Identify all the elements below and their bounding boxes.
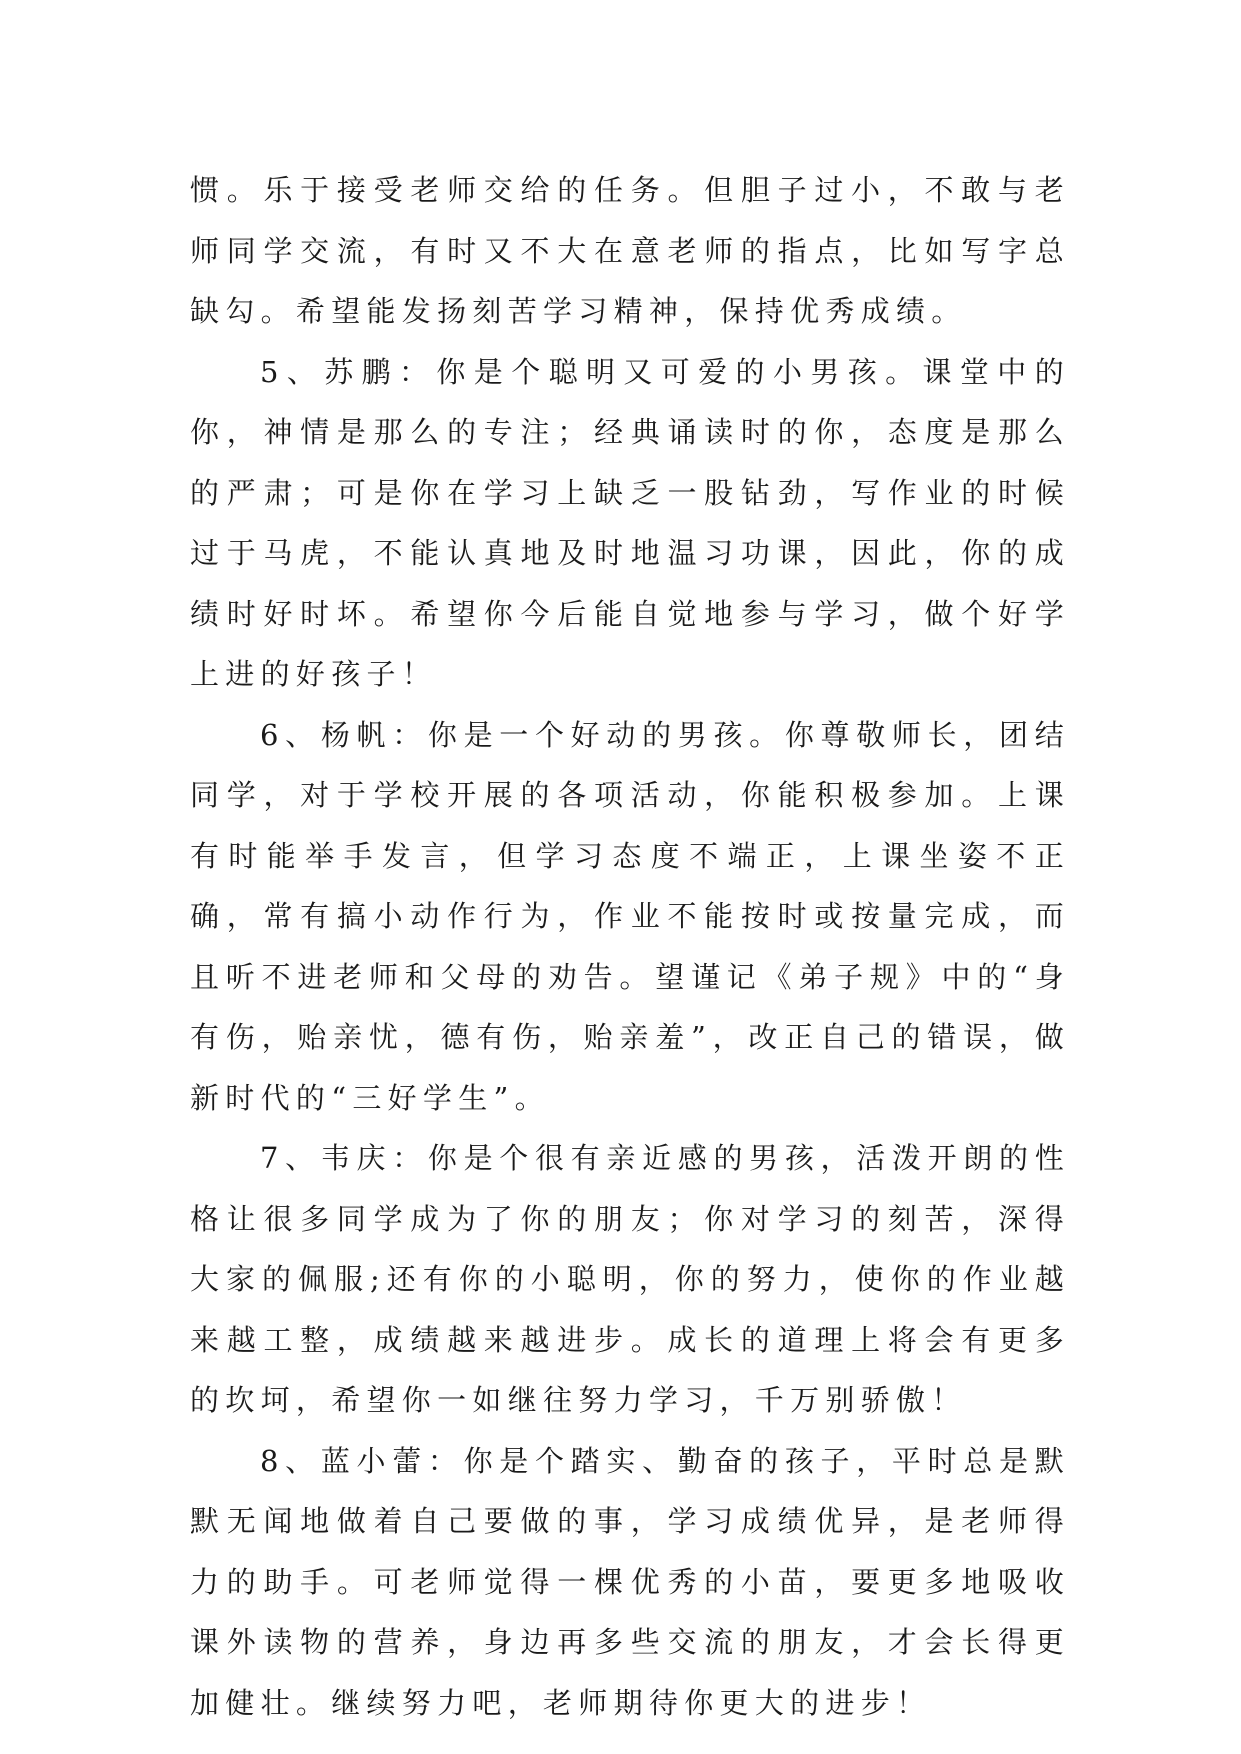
paragraph-comment-7: 7、韦庆：你是个很有亲近感的男孩，活泼开朗的性格让很多同学成为了你的朋友；你对学习的刻苦，深得大家的佩服;还有你的小聪明，你的努力，使你的作业越来越工整，成绩越来越进步。成长的道理上将会有更多的坎坷，希望你一如继往努力学习，千万别骄傲！: [190, 1141, 1070, 1417]
paragraph-comment-6: 6、杨帆：你是一个好动的男孩。你尊敬师长，团结同学，对于学校开展的各项活动，你能积极参加。上课有时能举手发言，但学习态度不端正，上课坐姿不正确，常有搞小动作行为，作业不能按时或按量完成，而且听不进老师和父母的劝告。望谨记《弟子规》中的“身有伤，贻亲忧，德有伤，贻亲羞”，改正自己的错误，做新时代的“三好学生”。: [190, 717, 1070, 1115]
paragraph-continuation: 惯。乐于接受老师交给的任务。但胆子过小，不敢与老师同学交流，有时又不大在意老师的指点，比如写字总缺勾。希望能发扬刻苦学习精神，保持优秀成绩。: [190, 173, 1070, 328]
paragraph-comment-5: 5、苏鹏：你是个聪明又可爱的小男孩。课堂中的你，神情是那么的专注；经典诵读时的你，态度是那么的严肃；可是你在学习上缺乏一股钻劲，写作业的时候过于马虎，不能认真地及时地温习功课，因此，你的成绩时好时坏。希望你今后能自觉地参与学习，做个好学上进的好孩子！: [190, 354, 1070, 691]
document-body: [190, 160, 1070, 1733]
paragraph-comment-8: 8、蓝小蕾：你是个踏实、勤奋的孩子，平时总是默默无闻地做着自己要做的事，学习成绩优异，是老师得力的助手。可老师觉得一棵优秀的小苗，要更多地吸收课外读物的营养，身边再多些交流的朋友，才会长得更加健壮。继续努力吧，老师期待你更大的进步！: [190, 1443, 1070, 1720]
